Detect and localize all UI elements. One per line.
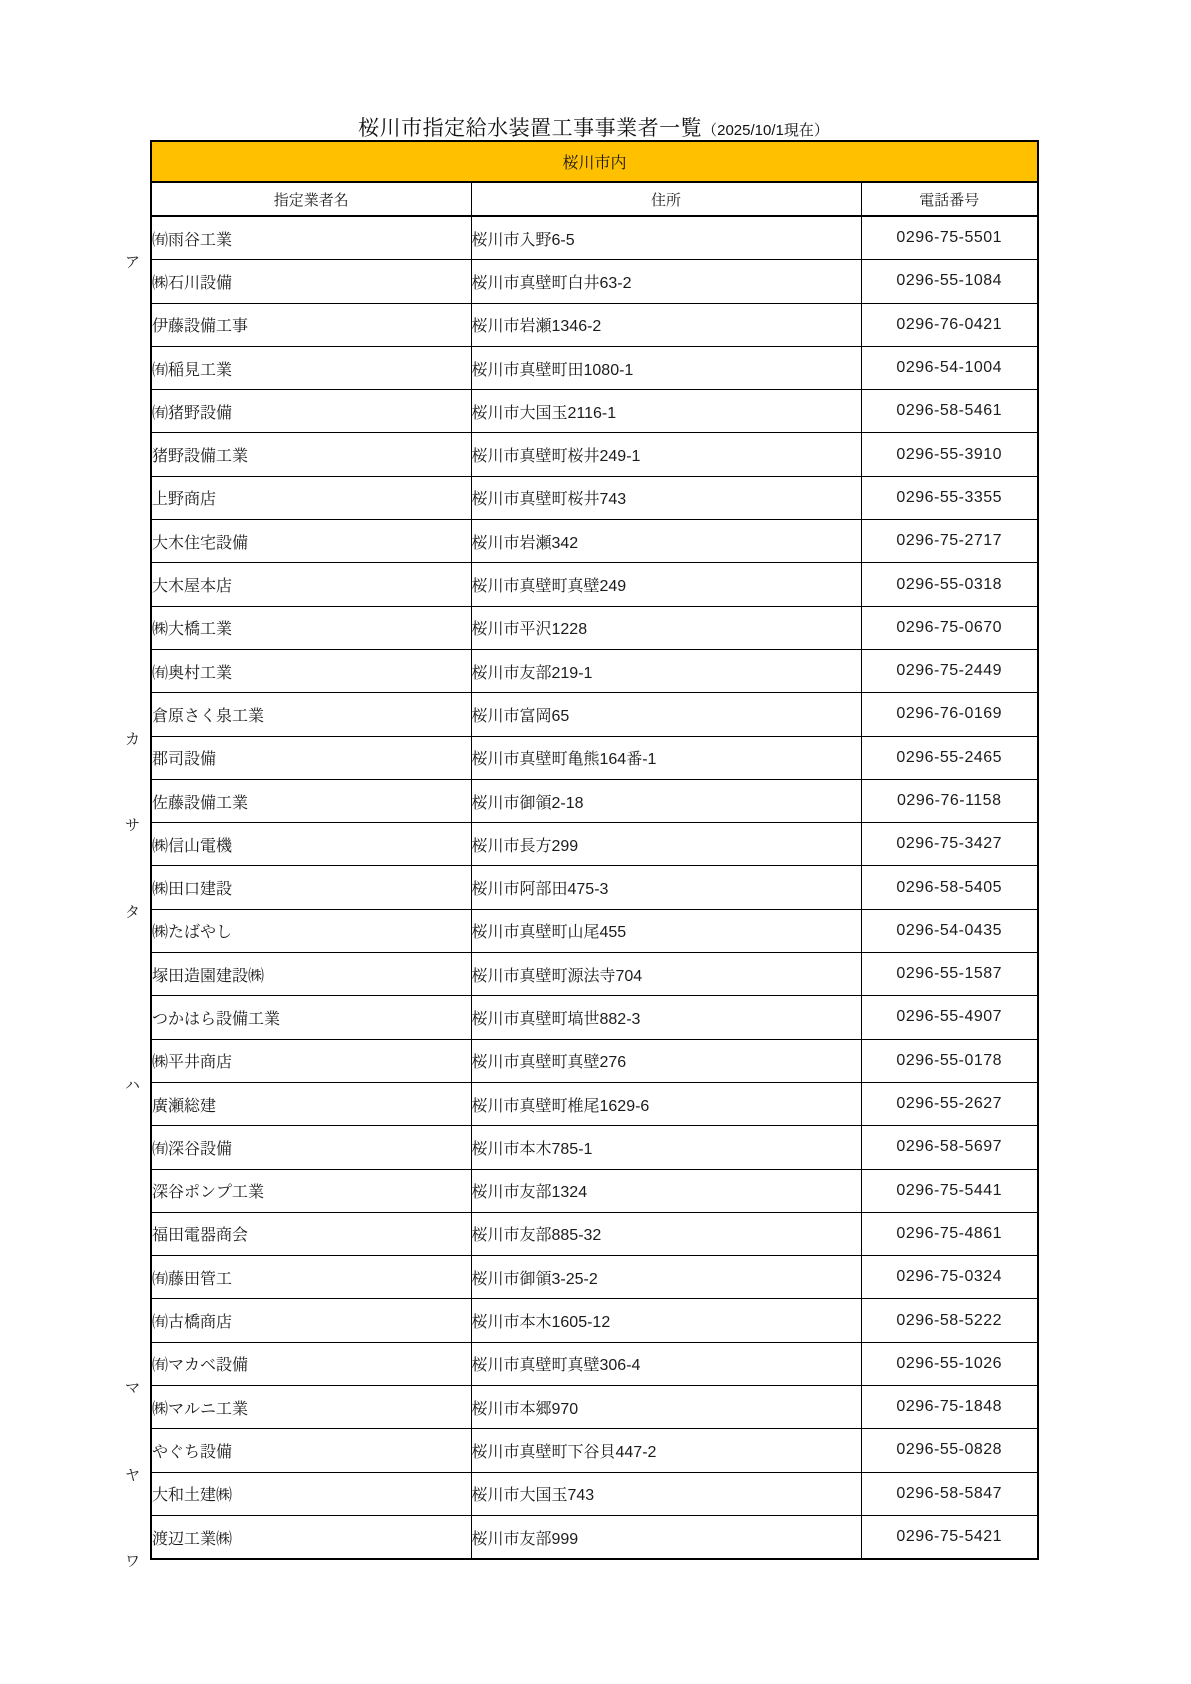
table-row [151,649,1038,692]
table-row [151,1429,1038,1472]
contractor-address: 桜川市真壁町白井63-2 [471,260,861,303]
contractor-phone: 0296-55-1026 [861,1342,1038,1385]
table-row [151,1342,1038,1385]
page-title-date: （2025/10/1現在） [702,122,829,139]
contractor-name: ㈲猪野設備 [151,390,471,433]
table-row [151,1082,1038,1125]
contractor-name: 倉原さく泉工業 カ [151,693,471,736]
kana-index-marker: サ [125,817,141,835]
contractor-address: 桜川市御領3-25-2 [471,1256,861,1299]
contractor-phone: 0296-75-2717 [861,520,1038,563]
table-row [151,866,1038,909]
contractor-name: ㈲深谷設備 [151,1126,471,1169]
contractor-address: 桜川市阿部田475-3 [471,866,861,909]
contractor-phone: 0296-75-0324 [861,1256,1038,1299]
contractor-table [125,140,1039,1571]
contractor-name: ㈲藤田管工 [151,1256,471,1299]
column-header-name: 指定業者名 [151,182,471,216]
contractor-name: 大和土建㈱ [151,1472,471,1515]
contractor-name: 佐藤設備工業 サ [151,779,471,822]
contractor-address: 桜川市岩瀬1346-2 [471,303,861,346]
contractor-address: 桜川市真壁町桜井743 [471,476,861,519]
table-row [151,779,1038,822]
contractor-address: 桜川市入野6-5 [471,216,861,260]
contractor-name: 塚田造園建設㈱ [151,953,471,996]
table-row [151,433,1038,476]
table-row [151,260,1038,303]
contractor-phone: 0296-55-2627 [861,1082,1038,1125]
contractor-address: 桜川市本郷970 [471,1386,861,1429]
contractor-phone: 0296-76-0421 [861,303,1038,346]
contractor-address: 桜川市真壁町田1080-1 [471,346,861,389]
contractor-name: つかはら設備工業 [151,996,471,1039]
contractor-name: 大木住宅設備 [151,520,471,563]
contractor-phone: 0296-76-1158 [861,779,1038,822]
contractor-name: 廣瀬総建 [151,1082,471,1125]
contractor-name: 深谷ポンプ工業 [151,1169,471,1212]
table-row [151,1472,1038,1515]
contractor-name: ㈱平井商店 ハ [151,1039,471,1082]
contractor-address: 桜川市真壁町真壁276 [471,1039,861,1082]
contractor-address: 桜川市真壁町下谷貝447-2 [471,1429,861,1472]
contractor-address: 桜川市真壁町椎尾1629-6 [471,1082,861,1125]
contractor-phone: 0296-55-0828 [861,1429,1038,1472]
contractor-name: ㈱石川設備 [151,260,471,303]
contractor-phone: 0296-55-3910 [861,433,1038,476]
contractor-phone: 0296-75-5501 [861,216,1038,260]
contractor-name: ㈱たばやし [151,909,471,952]
contractor-table-body [125,216,1038,1571]
table-row [151,520,1038,563]
kana-index-marker: ア [125,254,141,272]
table-row [151,693,1038,736]
contractor-address: 桜川市友部999 [471,1515,861,1559]
contractor-address: 桜川市本木785-1 [471,1126,861,1169]
contractor-address: 桜川市真壁町山尾455 [471,909,861,952]
table-row [151,1386,1038,1429]
table-row [151,476,1038,519]
contractor-address: 桜川市真壁町源法寺704 [471,953,861,996]
table-row [151,390,1038,433]
contractor-address: 桜川市真壁町塙世882-3 [471,996,861,1039]
table-row [151,216,1038,260]
contractor-phone: 0296-54-0435 [861,909,1038,952]
contractor-name: ㈱信山電機 [151,823,471,866]
contractor-address: 桜川市友部219-1 [471,649,861,692]
contractor-phone: 0296-58-5697 [861,1126,1038,1169]
contractor-address: 桜川市真壁町桜井249-1 [471,433,861,476]
table-row [151,1515,1038,1559]
contractor-phone: 0296-55-0178 [861,1039,1038,1082]
page-title [150,112,1037,142]
contractor-address: 桜川市長方299 [471,823,861,866]
contractor-address: 桜川市大国玉743 [471,1472,861,1515]
contractor-address: 桜川市真壁町真壁249 [471,563,861,606]
contractor-address: 桜川市友部885-32 [471,1212,861,1255]
table-row [151,606,1038,649]
contractor-name: ㈲マカベ設備 マ [151,1342,471,1385]
page-title-main: 桜川市指定給水装置工事事業者一覧 [358,117,703,140]
contractor-phone: 0296-54-1004 [861,346,1038,389]
contractor-name: 郡司設備 [151,736,471,779]
contractor-name: ㈲稲見工業 [151,346,471,389]
contractor-name: ㈲古橋商店 [151,1299,471,1342]
table-row [151,1039,1038,1082]
kana-index-marker: タ [125,903,141,921]
contractor-phone: 0296-75-4861 [861,1212,1038,1255]
contractor-name: ㈱田口建設 タ [151,866,471,909]
contractor-phone: 0296-55-0318 [861,563,1038,606]
contractor-phone: 0296-75-5441 [861,1169,1038,1212]
contractor-name: 伊藤設備工事 [151,303,471,346]
contractor-address: 桜川市本木1605-12 [471,1299,861,1342]
table-row [151,996,1038,1039]
table-row [151,736,1038,779]
contractor-name: 大木屋本店 [151,563,471,606]
contractor-name: ㈱マルニ工業 [151,1386,471,1429]
table-row [151,823,1038,866]
table-row [151,346,1038,389]
kana-index-marker: ヤ [125,1466,141,1484]
contractor-phone: 0296-58-5847 [861,1472,1038,1515]
contractor-name: やぐち設備 ヤ [151,1429,471,1472]
region-header-row [151,141,1038,182]
table-row [151,909,1038,952]
contractor-phone: 0296-75-2449 [861,649,1038,692]
contractor-name: 猪野設備工業 [151,433,471,476]
contractor-phone: 0296-58-5461 [861,390,1038,433]
kana-index-marker: カ [125,730,141,748]
contractor-address: 桜川市友部1324 [471,1169,861,1212]
table-row [151,1126,1038,1169]
contractor-phone: 0296-55-1084 [861,260,1038,303]
contractor-address: 桜川市岩瀬342 [471,520,861,563]
table-row [151,1169,1038,1212]
contractor-name: 上野商店 [151,476,471,519]
contractor-name: 渡辺工業㈱ ワ [151,1515,471,1559]
contractor-phone: 0296-75-5421 [861,1515,1038,1559]
contractor-phone: 0296-55-2465 [861,736,1038,779]
table-row [151,303,1038,346]
contractor-address: 桜川市真壁町真壁306-4 [471,1342,861,1385]
kana-index-marker: ワ [125,1553,141,1571]
contractor-phone: 0296-58-5405 [861,866,1038,909]
contractor-name: 福田電器商会 [151,1212,471,1255]
table-row [151,1256,1038,1299]
contractor-address: 桜川市真壁町亀熊164番-1 [471,736,861,779]
kana-index-marker: ハ [125,1076,141,1094]
column-header-phone: 電話番号 [861,182,1038,216]
contractor-phone: 0296-55-3355 [861,476,1038,519]
kana-index-marker: マ [125,1380,141,1398]
contractor-phone: 0296-55-1587 [861,953,1038,996]
contractor-address: 桜川市富岡65 [471,693,861,736]
contractor-address: 桜川市平沢1228 [471,606,861,649]
contractor-address: 桜川市御領2-18 [471,779,861,822]
column-header-address: 住所 [471,182,861,216]
table-row [151,563,1038,606]
contractor-phone: 0296-76-0169 [861,693,1038,736]
contractor-phone: 0296-75-3427 [861,823,1038,866]
table-row [151,1299,1038,1342]
contractor-phone: 0296-55-4907 [861,996,1038,1039]
table-row [151,1212,1038,1255]
contractor-phone: 0296-58-5222 [861,1299,1038,1342]
contractor-address: 桜川市大国玉2116-1 [471,390,861,433]
column-header-row [151,182,1038,216]
contractor-name: ㈲奥村工業 [151,649,471,692]
contractor-phone: 0296-75-1848 [861,1386,1038,1429]
region-header: 桜川市内 [151,141,1038,182]
contractor-phone: 0296-75-0670 [861,606,1038,649]
contractor-name: ㈲雨谷工業 ア [151,216,471,260]
table-row [151,953,1038,996]
contractor-name: ㈱大橋工業 [151,606,471,649]
